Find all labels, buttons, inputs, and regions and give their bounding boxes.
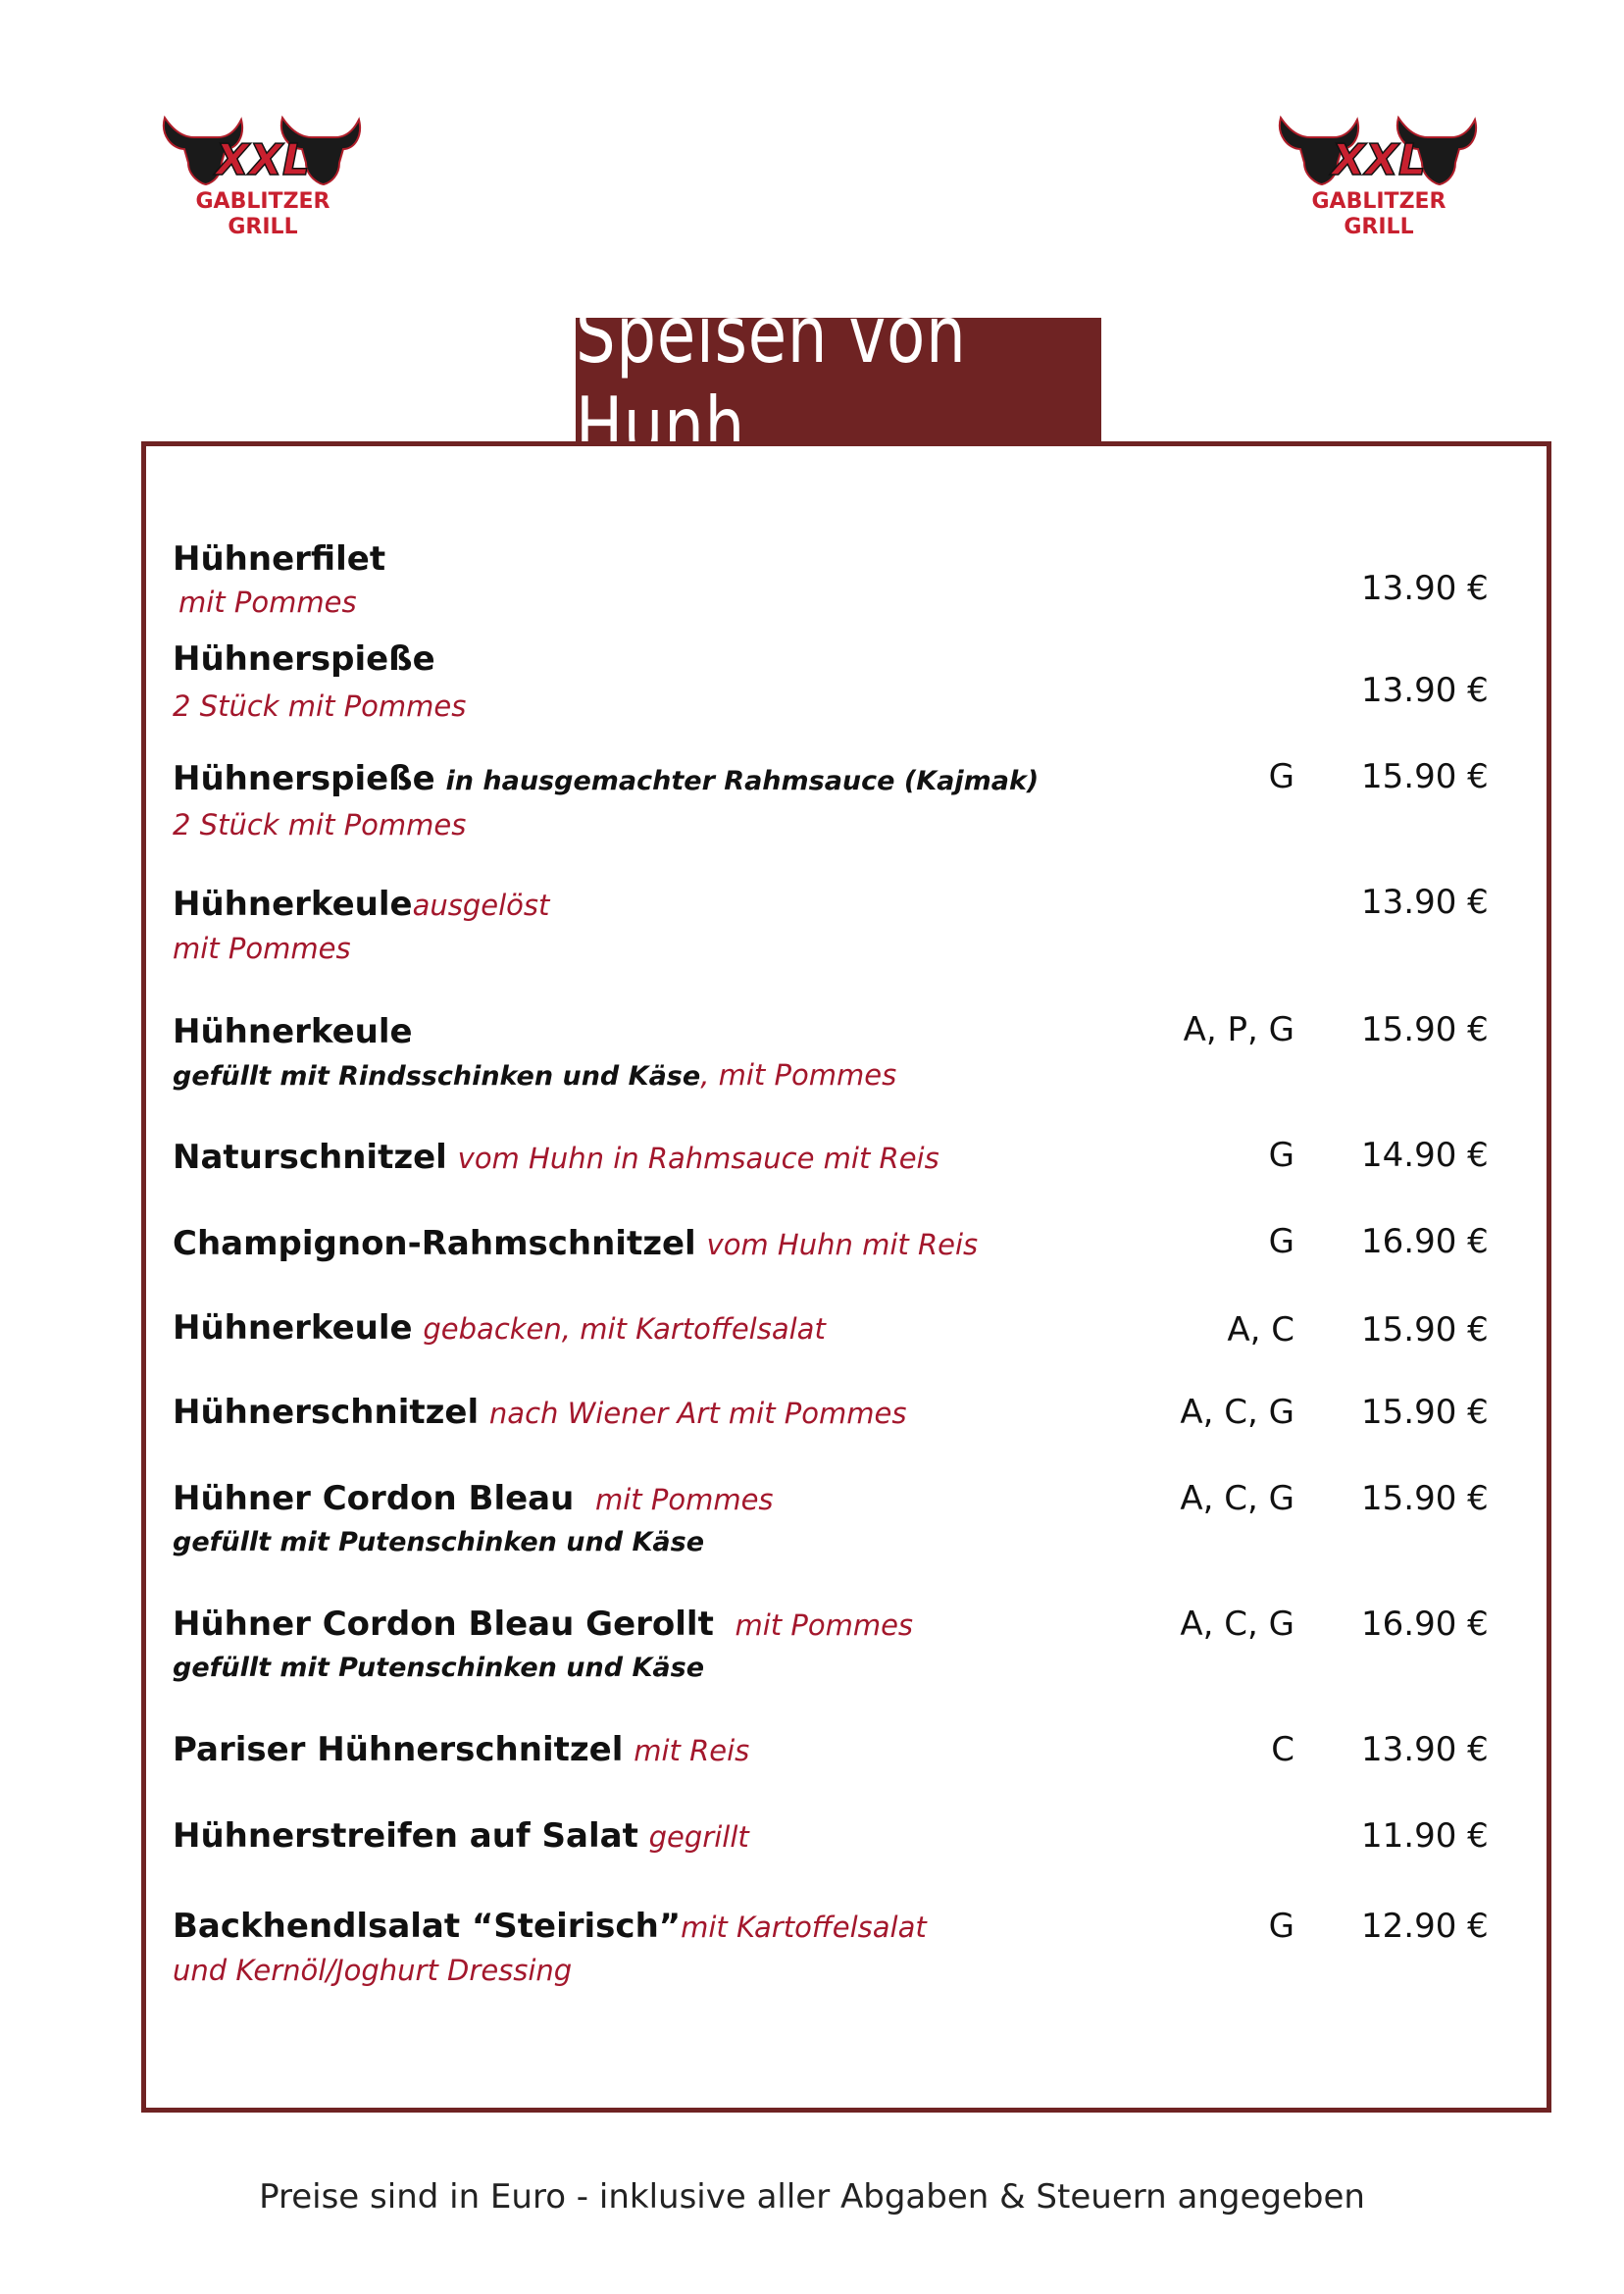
item-allergens: G bbox=[1268, 1222, 1294, 1261]
menu-item bbox=[173, 637, 1506, 728]
item-name: Hühnerspieße bbox=[173, 759, 435, 798]
logo-left bbox=[155, 106, 371, 243]
item-allergens: C bbox=[1271, 1730, 1294, 1769]
svg-text:XXL: XXL bbox=[1332, 135, 1426, 185]
item-sub: mit Pommes bbox=[173, 932, 351, 965]
bull-logo-icon bbox=[155, 106, 371, 243]
item-allergens: G bbox=[1268, 757, 1294, 796]
item-price: 13.90 € bbox=[1361, 883, 1489, 922]
item-price: 16.90 € bbox=[1361, 1605, 1489, 1644]
item-note: vom Huhn in Rahmsauce mit Reis bbox=[457, 1142, 939, 1175]
menu-item bbox=[173, 1391, 1506, 1435]
menu-item bbox=[173, 1728, 1506, 1772]
item-name: Hühnerkeule bbox=[173, 1308, 413, 1348]
item-price: 15.90 € bbox=[1361, 1010, 1489, 1049]
bull-logo-icon bbox=[1271, 106, 1487, 243]
item-name: Hühner Cordon Bleau Gerollt bbox=[173, 1605, 714, 1644]
svg-text:GABLITZER: GABLITZER bbox=[1311, 189, 1446, 214]
item-name: Hühnerschnitzel bbox=[173, 1393, 480, 1432]
menu-item bbox=[173, 757, 1506, 846]
item-name: Backhendlsalat “Steirisch” bbox=[173, 1907, 682, 1946]
item-allergens: A, C, G bbox=[1180, 1393, 1294, 1432]
menu-item bbox=[173, 1814, 1506, 1859]
item-sub: gefüllt mit Putenschinken und Käse bbox=[173, 1527, 705, 1557]
item-sub: 2 Stück mit Pommes bbox=[173, 689, 467, 723]
item-price: 15.90 € bbox=[1361, 757, 1489, 796]
item-allergens: A, C, G bbox=[1180, 1605, 1294, 1644]
item-name: Hühnerstreifen auf Salat bbox=[173, 1816, 638, 1856]
item-price: 15.90 € bbox=[1361, 1393, 1489, 1432]
item-note: mit Pommes bbox=[594, 1483, 774, 1516]
item-note: mit Pommes bbox=[735, 1608, 914, 1642]
item-sub: mit Pommes bbox=[178, 586, 357, 619]
item-note: in hausgemachter Rahmsauce (Kajmak) bbox=[445, 766, 1040, 796]
item-name: Hühnerkeule bbox=[173, 1012, 413, 1051]
menu-item bbox=[173, 1136, 1506, 1180]
menu-item bbox=[173, 1603, 1506, 1690]
menu-item bbox=[173, 883, 1506, 970]
menu-item bbox=[173, 1477, 1506, 1564]
item-allergens: G bbox=[1268, 1907, 1294, 1946]
item-sub-note: , mit Pommes bbox=[700, 1058, 897, 1092]
item-name: Hühnerkeule bbox=[173, 885, 413, 924]
item-note: mit Reis bbox=[634, 1734, 750, 1767]
item-price: 13.90 € bbox=[1361, 569, 1489, 608]
item-price: 13.90 € bbox=[1361, 671, 1489, 710]
item-name: Hühner Cordon Bleau bbox=[173, 1479, 575, 1518]
item-name: Pariser Hühnerschnitzel bbox=[173, 1730, 624, 1769]
item-sub: und Kernöl/Joghurt Dressing bbox=[173, 1954, 573, 1987]
item-price: 16.90 € bbox=[1361, 1222, 1489, 1261]
svg-text:XXL: XXL bbox=[216, 135, 310, 185]
item-note: gegrillt bbox=[648, 1820, 749, 1854]
item-price: 12.90 € bbox=[1361, 1907, 1489, 1946]
menu-item bbox=[173, 1010, 1506, 1098]
item-allergens: G bbox=[1268, 1136, 1294, 1175]
svg-text:GABLITZER: GABLITZER bbox=[195, 189, 330, 214]
item-name: Hühnerfilet bbox=[173, 539, 386, 579]
menu-item bbox=[173, 1905, 1506, 1992]
page-title: Speisen von Hunh bbox=[576, 318, 1101, 443]
item-price: 15.90 € bbox=[1361, 1310, 1489, 1350]
item-sub: gefüllt mit Putenschinken und Käse bbox=[173, 1653, 705, 1683]
item-name: Hühnerspieße bbox=[173, 639, 435, 679]
price-footnote: Preise sind in Euro - inklusive aller Abgaben & Steuern angegeben bbox=[259, 2177, 1365, 2217]
item-note: mit Kartoffelsalat bbox=[681, 1911, 927, 1944]
menu-item bbox=[173, 537, 1506, 624]
item-allergens: A, C, G bbox=[1180, 1479, 1294, 1518]
item-note: ausgelöst bbox=[412, 889, 550, 922]
svg-text:GRILL: GRILL bbox=[1344, 215, 1414, 239]
svg-text:GRILL: GRILL bbox=[228, 215, 298, 239]
item-price: 14.90 € bbox=[1361, 1136, 1489, 1175]
item-note: gebacken, mit Kartoffelsalat bbox=[423, 1312, 826, 1346]
item-sub: gefüllt mit Rindsschinken und Käse bbox=[173, 1061, 701, 1092]
item-sub: 2 Stück mit Pommes bbox=[173, 808, 467, 841]
item-allergens: A, P, G bbox=[1183, 1010, 1294, 1049]
item-name: Naturschnitzel bbox=[173, 1138, 447, 1177]
menu-item bbox=[173, 1222, 1506, 1266]
item-price: 13.90 € bbox=[1361, 1730, 1489, 1769]
item-allergens: A, C bbox=[1227, 1310, 1294, 1350]
item-note: nach Wiener Art mit Pommes bbox=[488, 1397, 907, 1430]
item-name: Champignon-Rahmschnitzel bbox=[173, 1224, 696, 1263]
item-price: 11.90 € bbox=[1361, 1816, 1489, 1856]
item-note: vom Huhn mit Reis bbox=[706, 1228, 979, 1261]
logo-right bbox=[1271, 106, 1487, 243]
item-price: 15.90 € bbox=[1361, 1479, 1489, 1518]
menu-item bbox=[173, 1306, 1506, 1351]
